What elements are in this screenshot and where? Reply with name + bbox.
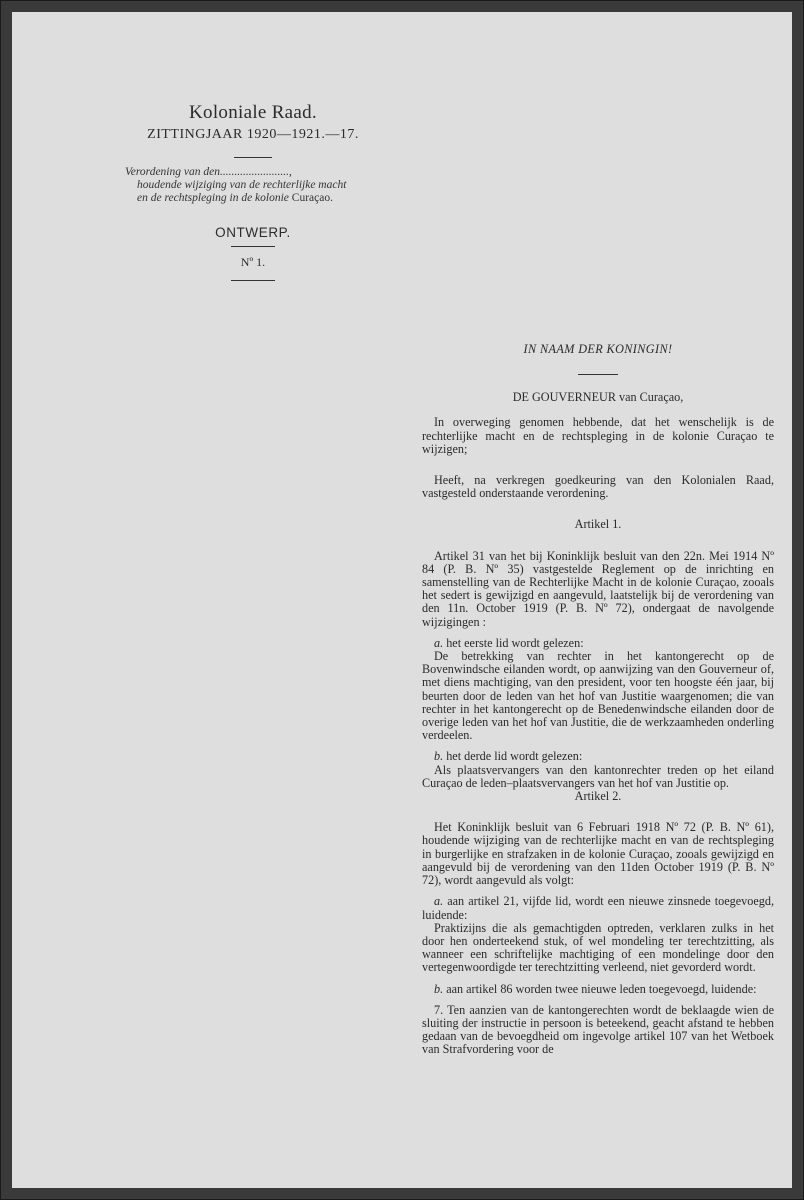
article-1-item-b-text: Als plaatsvervangers van den kantonrechter treden op het eiland Curaçao de leden–plaatsvervangers van het hof van Justitie op.	[422, 762, 774, 790]
article-2-item-a-intro	[422, 895, 774, 921]
draft-label: ONTWERP.	[215, 225, 291, 240]
item-intro: aan artikel 86 worden twee nieuwe leden toegevoegd, luidende:	[446, 981, 757, 996]
document-page	[12, 12, 792, 1188]
council-title: Koloniale Raad.	[189, 102, 317, 123]
ordinance-line-3	[125, 192, 389, 205]
item-intro: het eerste lid wordt gelezen:	[446, 635, 584, 650]
draft-number: Nº 1.	[240, 255, 266, 269]
article-1-text: Artikel 31 van het bij Koninklijk besluit van den 22n. Mei 1914 Nº 84 (P. B. Nº 35) vastgestelde Reglement op de inrichting en samenstelling van de Rechterlijke Macht in de kolonie Curaçao, zooals het sedert is gewijzigd en aangevuld, laatstelijk bij de verordening van den 11n. October 1919 (P. B. Nº 72), ondergaat de navolgende wijzigingen :	[422, 548, 774, 629]
session-year: ZITTINGJAAR 1920—1921.—17.	[147, 127, 359, 142]
item-marker: b.	[434, 981, 444, 996]
item-marker: b.	[434, 749, 444, 764]
enacted-paragraph: Heeft, na verkregen goedkeuring van den Kolonialen Raad, vastgesteld onderstaande verordening.	[422, 473, 774, 501]
document-header	[117, 102, 389, 281]
ordinance-line-1: Verordening van den........................,	[125, 166, 292, 178]
ordinance-description	[117, 166, 389, 205]
article-2-title: Artikel 2.	[574, 789, 622, 804]
divider	[578, 374, 618, 375]
article-1-item-a-text: De betrekking van rechter in het kantongerecht op de Bovenwindsche eilanden wordt, op aanwijzing van den Gouverneur of, met diens machtiging, van den president, voor ten hoogste één jaar, bij beurten door de leden van het hof van Justitie waargenomen; die van rechter in het kantongerecht op de Benedenwindsche eilanden door de overige leden van het hof van Justitie, die de werkzaamheden onderling verdeelen.	[422, 649, 774, 743]
considering-paragraph: In overweging genomen hebbende, dat het wenschelijk is de rechterlijke macht en de rechtspleging in de kolonie Curaçao te wijzigen;	[422, 415, 774, 456]
item-marker: a.	[434, 635, 444, 650]
article-2-item-b-intro	[422, 983, 774, 996]
divider	[231, 246, 275, 247]
item-intro: aan artikel 21, vijfde lid, wordt een nieuwe zinsnede toegevoegd, luidende:	[422, 894, 774, 922]
article-2-text: Het Koninklijk besluit van 6 Februari 1918 Nº 72 (P. B. Nº 61), houdende wijziging van de rechterlijke macht en van de rechtspleging in burgerlijke en strafzaken in de kolonie Curaçao, zooals gewijzigd en aangevuld bij de verordening van den 11den October 1919 (P. B. Nº 72), wordt aangevuld als volgt:	[422, 820, 774, 888]
ordinance-line-2: houdende wijziging van de rechterlijke macht	[137, 179, 347, 191]
item-intro: het derde lid wordt gelezen:	[446, 749, 583, 764]
divider	[231, 280, 275, 281]
item-marker: a.	[434, 894, 444, 909]
article-1-title: Artikel 1.	[574, 517, 622, 532]
article-1-item-b-intro	[422, 750, 774, 763]
article-2-item-b-text: 7. Ten aanzien van de kantongerechten wordt de beklaagde wien de sluiting der instructie in persoon is beteekend, geacht afstand te hebben gedaan van de bevoegdheid om ingevolge artikel 107 van het Wetboek van Strafvordering voor de	[422, 1002, 774, 1057]
ordinance-place: Curaçao.	[291, 192, 333, 204]
governor-heading: DE GOUVERNEUR van Curaçao,	[512, 390, 684, 405]
ordinance-line-3-prefix: en de rechtspleging in de kolonie	[137, 192, 289, 204]
divider	[234, 157, 272, 158]
preamble: IN NAAM DER KONINGIN!	[523, 342, 673, 356]
document-body	[422, 337, 774, 1057]
article-2-item-a-text: Praktizijns die als gemachtigden optreden, verklaren zulks in het door hen onderteekend stuk, of wel mondeling ter terechtzitting, als wanneer een schriftelijke machtiging of een mondelinge door den vertegenwoordigde ter terechtzitting verleend, niet gevorderd wordt.	[422, 920, 774, 975]
